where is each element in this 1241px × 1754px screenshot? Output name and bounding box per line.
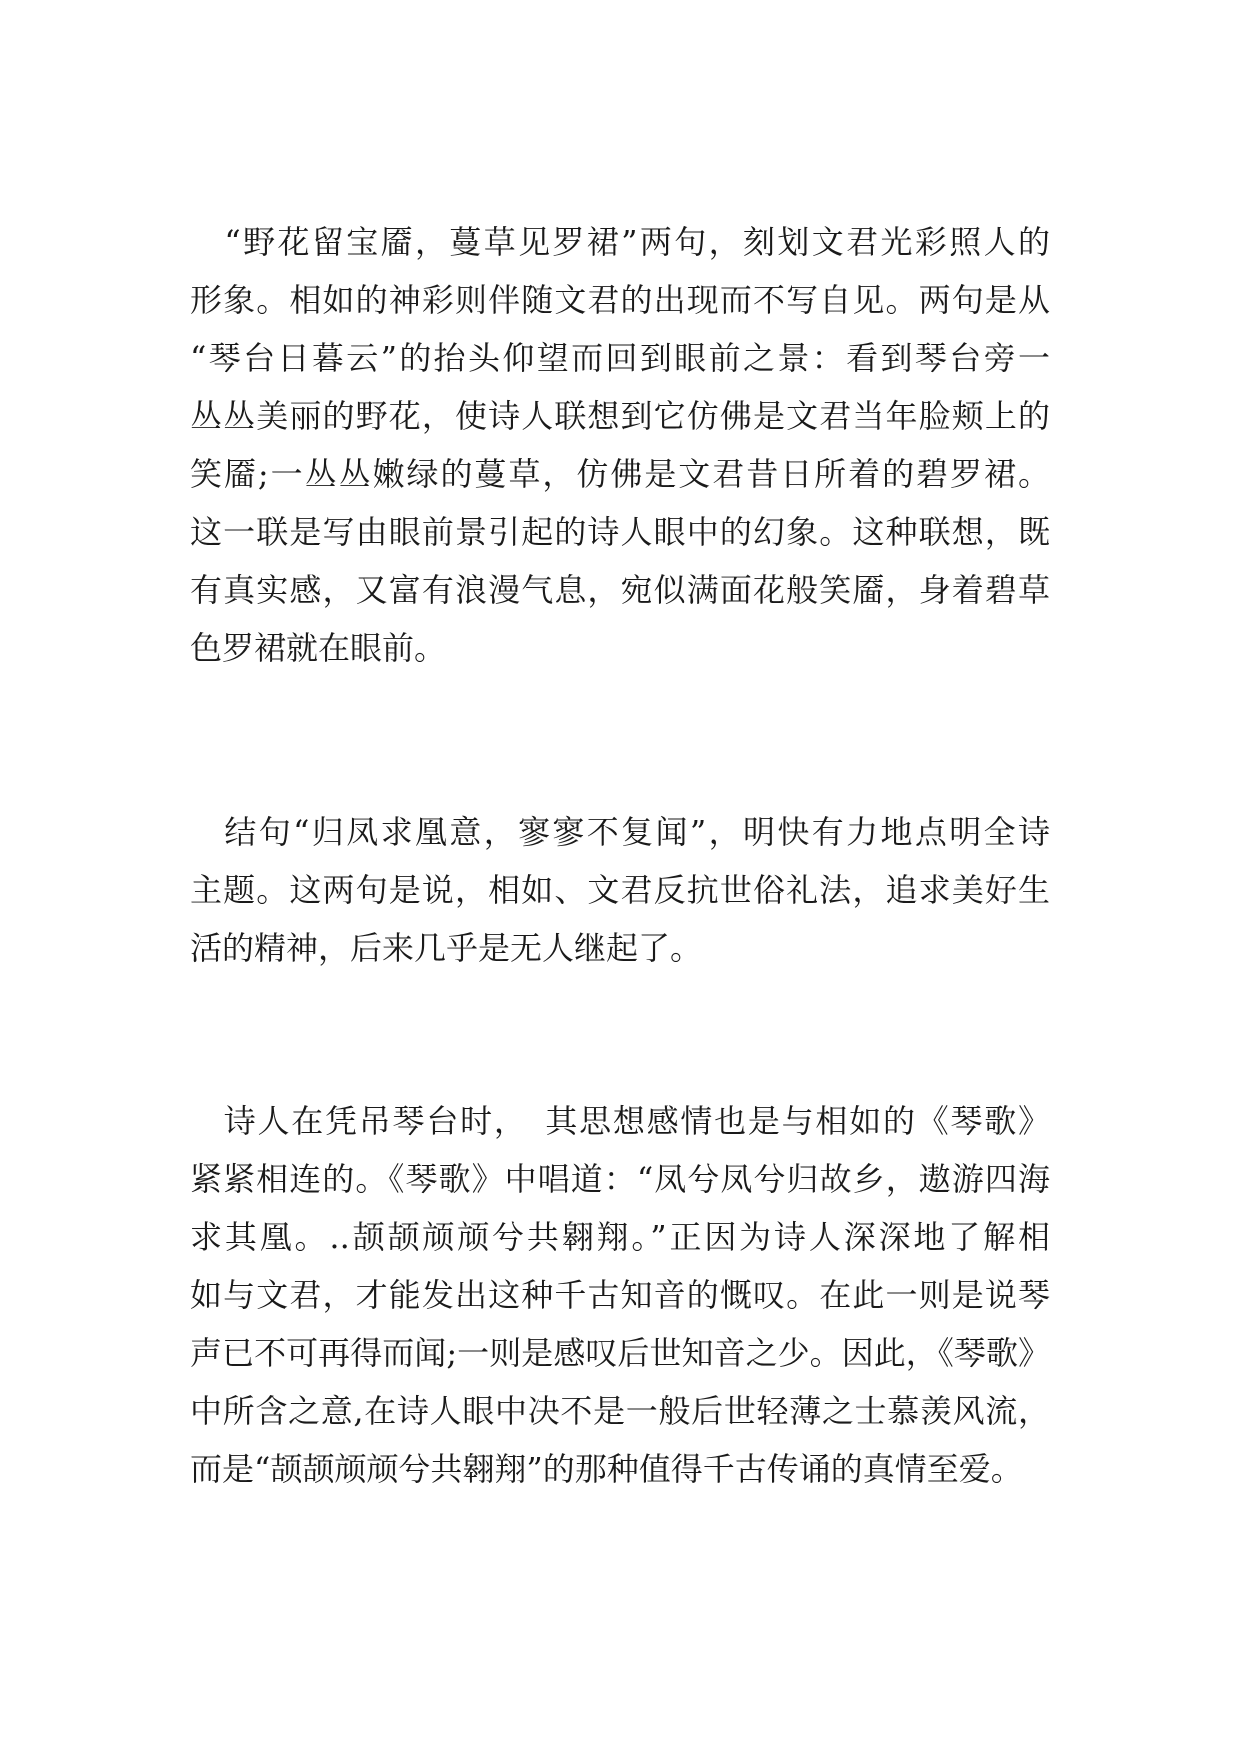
text-line: 诗人在凭吊琴台时， 其思想感情也是与相如的《琴歌》 bbox=[190, 1102, 1050, 1140]
text-line: 主题。这两句是说，相如、文君反抗世俗礼法，追求美好生 bbox=[190, 871, 1050, 909]
text-line: 声已不可再得而闻;一则是感叹后世知音之少。因此，《琴歌》 bbox=[190, 1334, 1050, 1372]
text-line: 丛丛美丽的野花，使诗人联想到它仿佛是文君当年脸颊上的 bbox=[190, 397, 1050, 435]
text-line: 结句“归凤求凰意，寥寥不复闻”，明快有力地点明全诗 bbox=[190, 813, 1050, 851]
text-line: 求其凰。..颉颉颃颃兮共翱翔。”正因为诗人深深地了解相 bbox=[190, 1218, 1050, 1256]
text-line: 活的精神，后来几乎是无人继起了。 bbox=[190, 929, 703, 967]
text-line: 有真实感，又富有浪漫气息，宛似满面花般笑靥，身着碧草 bbox=[190, 571, 1050, 609]
paragraph-2 bbox=[190, 803, 1050, 977]
text-line: 中所含之意,在诗人眼中决不是一般后世轻薄之士慕羡风流， bbox=[190, 1392, 1050, 1430]
text-line: “野花留宝靥，蔓草见罗裙”两句，刻划文君光彩照人的 bbox=[190, 223, 1050, 261]
text-line: 而是“颉颉颃颃兮共翱翔”的那种值得千古传诵的真情至爱。 bbox=[190, 1450, 1023, 1488]
text-line: 这一联是写由眼前景引起的诗人眼中的幻象。这种联想，既 bbox=[190, 513, 1050, 551]
paragraph-3 bbox=[190, 1092, 1050, 1498]
text-line: “琴台日暮云”的抬头仰望而回到眼前之景：看到琴台旁一 bbox=[190, 339, 1050, 377]
paragraph-1 bbox=[190, 213, 1050, 677]
text-line: 色罗裙就在眼前。 bbox=[190, 629, 447, 667]
text-line: 形象。相如的神彩则伴随文君的出现而不写自见。两句是从 bbox=[190, 281, 1050, 319]
text-line: 笑靥;一丛丛嫩绿的蔓草，仿佛是文君昔日所着的碧罗裙。 bbox=[190, 455, 1050, 493]
text-line: 紧紧相连的。《琴歌》中唱道：“凤兮凤兮归故乡，遨游四海 bbox=[190, 1160, 1050, 1198]
text-line: 如与文君，才能发出这种千古知音的慨叹。在此一则是说琴 bbox=[190, 1276, 1050, 1314]
